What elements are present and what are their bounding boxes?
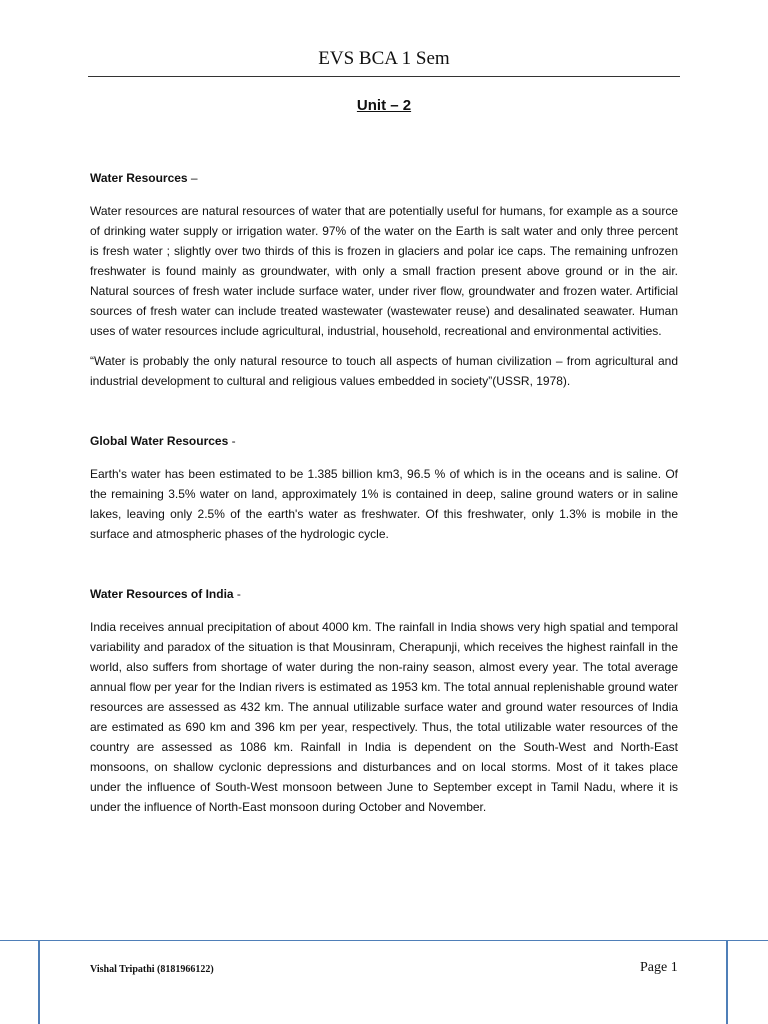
document-body (90, 168, 678, 817)
section-heading: Global Water Resources - (90, 434, 236, 448)
section-heading: Water Resources – (90, 171, 198, 185)
quote-paragraph: “Water is probably the only natural resource to touch all aspects of human civilization – from agricultural and industrial development to cultural and religious values embedded in society”(USSR, 1978). (90, 354, 678, 388)
footer-divider (0, 940, 768, 941)
section-heading: Water Resources of India - (90, 587, 241, 601)
page-number: Page 1 (640, 960, 678, 975)
footer-author: Vishal Tripathi (8181966122) (90, 964, 214, 975)
footer-right-border (726, 940, 728, 1024)
header-divider (88, 76, 680, 77)
unit-title: Unit – 2 (356, 97, 412, 114)
section-global-water-resources (90, 431, 678, 544)
footer-left-border (38, 940, 40, 1024)
paragraph: Water resources are natural resources of water that are potentially useful for humans, for example as a source of drinking water supply or irrigation water. 97% of the water on the Earth is salt water and only three percent is fresh water ; slightly over two thirds of this is frozen in glaciers and polar ice caps. The remaining unfrozen freshwater is found mainly as groundwater, with only a small fraction present above ground or in the air. Natural sources of fresh water include surface water, under river flow, groundwater and frozen water. Artificial sources of fresh water can include treated wastewater (wastewater reuse) and desalinated seawater. Human uses of water resources include agricultural, industrial, household, recreational and environmental activities. (90, 204, 678, 338)
paragraph: Earth's water has been estimated to be 1.385 billion km3, 96.5 % of which is in the oceans and is saline. Of the remaining 3.5% water on land, approximately 1% is contained in deep, saline ground waters or in saline lakes, leaving only 2.5% of the earth's water as freshwater. Of this freshwater, only 1.3% is mobile in the surface and atmospheric phases of the hydrologic cycle. (90, 467, 678, 541)
paragraph: India receives annual precipitation of about 4000 km. The rainfall in India shows very high spatial and temporal variability and paradox of the situation is that Mousinram, Cherapunji, which receives the highest rainfall in the world, also suffers from shortage of water during the non-rainy season, almost every year. The total average annual flow per year for the Indian rivers is estimated as 1953 km. The total annual replenishable ground water resources are assessed as 432 km. The annual utilizable surface water and ground water resources of India are estimated as 690 km and 396 km per year, respectively. Thus, the total utilizable water resources of the country are assessed as 1086 km. Rainfall in India is dependent on the South-West and North-East monsoons, on shallow cyclonic depressions and disturbances and on local storms. Most of it takes place under the influence of South-West monsoon between June to September except in Tamil Nadu, where it is under the influence of North-East monsoon during October and November. (90, 620, 678, 814)
header-title: EVS BCA 1 Sem (318, 48, 450, 69)
section-water-resources-india (90, 584, 678, 817)
section-water-resources (90, 168, 678, 391)
